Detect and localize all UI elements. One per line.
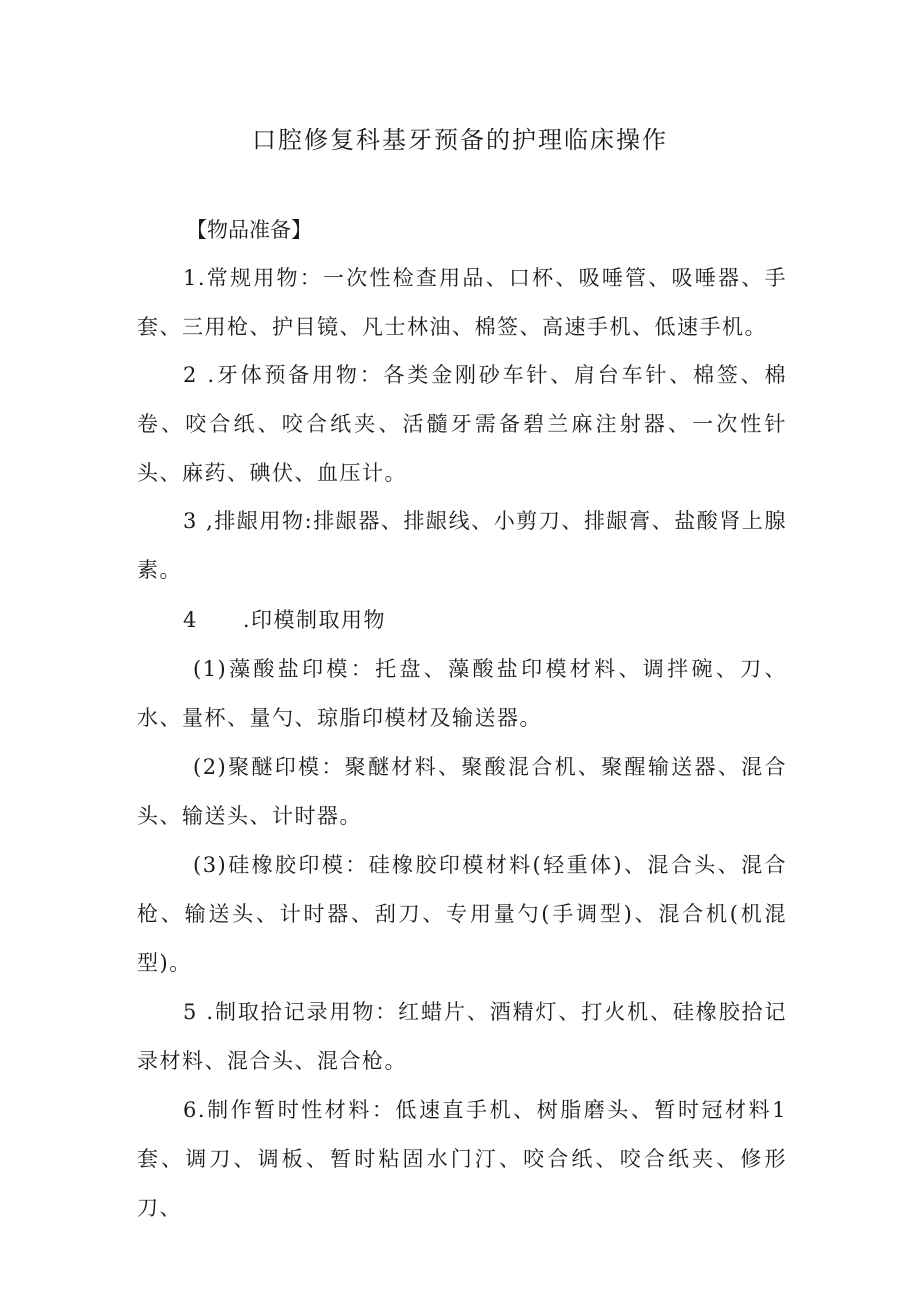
paragraph-bite-record-supplies: 5 .制取拾记录用物：红蜡片、酒精灯、打火机、硅橡胶拾记录材料、混合头、混合枪。 bbox=[137, 1000, 787, 1073]
paragraph-tooth-preparation-supplies: 2 .牙体预备用物：各类金刚砂车针、肩台车针、棉签、棉卷、咬合纸、咬合纸夹、活髓牙需备碧兰麻注射器、一次性针头、麻药、碘伏、血压计。 bbox=[137, 363, 787, 485]
paragraph-silicone-impression: (3)硅橡胶印模：硅橡胶印模材料(轻重体)、混合头、混合枪、输送头、计时器、刮刀、专用量勺(手调型)、混合机(机混型)。 bbox=[137, 853, 787, 975]
section-heading-materials: 【物品准备】 bbox=[186, 218, 312, 242]
document-title: 口腔修复科基牙预备的护理临床操作 bbox=[252, 126, 668, 154]
paragraph-polyether-impression: (2)聚醚印模：聚醚材料、聚酸混合机、聚醒输送器、混合头、输送头、计时器。 bbox=[137, 755, 787, 828]
paragraph-temporary-materials: 6.制作暂时性材料：低速直手机、树脂磨头、暂时冠材料1套、调刀、调板、暂时粘固水门汀、咬合纸、咬合纸夹、修形刀、 bbox=[137, 1098, 787, 1220]
paragraph-alginate-impression: (1)藻酸盐印模：托盘、藻酸盐印模材料、调拌碗、刀、水、量杯、量勺、琼脂印模材及输送器。 bbox=[137, 657, 787, 730]
paragraph-routine-supplies: 1.常规用物：一次性检查用品、口杯、吸唾管、吸唾器、手套、三用枪、护目镜、凡士林油、棉签、高速手机、低速手机。 bbox=[137, 266, 787, 339]
paragraph-impression-supplies-heading: 4 .印模制取用物 bbox=[183, 608, 387, 632]
paragraph-gingival-retraction-supplies: 3 ,排龈用物:排龈器、排龈线、小剪刀、排龈膏、盐酸肾上腺素。 bbox=[137, 509, 787, 582]
